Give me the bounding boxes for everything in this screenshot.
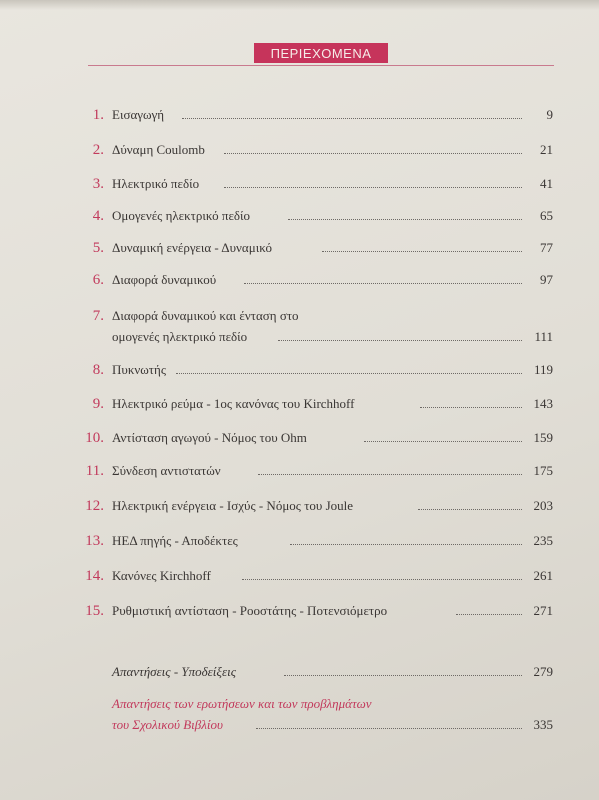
dot-leader (290, 544, 522, 545)
chapter-title: Αντίσταση αγωγού - Νόμος του Ohm (112, 430, 307, 445)
chapter-page: 111 (534, 329, 553, 344)
chapter-page: 235 (533, 533, 553, 548)
chapter-title: Δυναμική ενέργεια - Δυναμικό (112, 240, 272, 255)
chapter-title: Διαφορά δυναμικού (112, 272, 217, 287)
chapter-title-line2: ομογενές ηλεκτρικό πεδίο (112, 329, 248, 344)
toc-entry-3[interactable] (0, 174, 599, 194)
appendix-title-line2: του Σχολικού Βιβλίου (112, 717, 223, 732)
chapter-page: 119 (533, 362, 553, 377)
chapter-title: Κανόνες Kirchhoff (112, 568, 211, 583)
toc-entry-8[interactable] (0, 360, 599, 380)
toc-appendix-textbook-answers[interactable] (0, 694, 599, 714)
dot-leader (456, 614, 522, 615)
dot-leader (224, 153, 522, 154)
toc-entry-5[interactable] (0, 238, 599, 258)
chapter-page: 77 (540, 240, 553, 255)
contents-header (254, 43, 388, 63)
chapter-page: 261 (533, 568, 553, 583)
toc-entry-7-continued[interactable] (0, 327, 599, 347)
contents-title: ΠΕΡΙΕΧΟΜΕΝΑ (270, 45, 372, 61)
chapter-number: 15. (85, 603, 104, 619)
chapter-page: 271 (533, 603, 553, 618)
chapter-title: Εισαγωγή (112, 107, 165, 122)
toc-entry-7[interactable] (0, 306, 599, 326)
chapter-number: 12. (85, 498, 104, 514)
chapter-page: 143 (533, 396, 553, 411)
toc-entry-9[interactable] (0, 394, 599, 414)
chapter-number: 14. (85, 568, 104, 584)
chapter-number: 7. (92, 308, 104, 324)
toc-appendix-answers[interactable] (0, 662, 599, 682)
chapter-number: 6. (92, 272, 104, 288)
chapter-number: 5. (92, 240, 104, 256)
chapter-number: 13. (85, 533, 104, 549)
toc-entry-11[interactable] (0, 461, 599, 481)
toc-entry-1[interactable] (0, 105, 599, 125)
appendix-title: Απαντήσεις - Υποδείξεις (112, 664, 236, 679)
chapter-number: 2. (92, 142, 104, 158)
chapter-title: Δύναμη Coulomb (112, 142, 205, 157)
header-rule (88, 65, 554, 66)
toc-entry-13[interactable] (0, 531, 599, 551)
chapter-page: 41 (540, 176, 553, 191)
page-shadow (0, 0, 599, 10)
chapter-title: Ρυθμιστική αντίσταση - Ροοστάτης - Ποτενσιόμετρο (112, 603, 388, 618)
dot-leader (258, 474, 522, 475)
dot-leader (176, 373, 522, 374)
chapter-page: 21 (540, 142, 553, 157)
dot-leader (418, 509, 522, 510)
chapter-page: 175 (533, 463, 553, 478)
chapter-number: 8. (92, 362, 104, 378)
chapter-title: Ηλεκτρική ενέργεια - Ισχύς - Νόμος του Joule (112, 498, 354, 513)
chapter-page: 203 (533, 498, 553, 513)
toc-entry-14[interactable] (0, 566, 599, 586)
dot-leader (284, 675, 522, 676)
chapter-title: Πυκνωτής (112, 362, 166, 377)
toc-entry-15[interactable] (0, 601, 599, 621)
chapter-number: 10. (85, 430, 104, 446)
chapter-number: 3. (92, 176, 104, 192)
toc-appendix-textbook-answers-continued[interactable] (0, 715, 599, 735)
appendix-page: 279 (533, 664, 553, 679)
chapter-page: 65 (540, 208, 553, 223)
chapter-number: 9. (92, 396, 104, 412)
chapter-number: 1. (92, 107, 104, 123)
dot-leader (244, 283, 522, 284)
dot-leader (364, 441, 522, 442)
chapter-title: Ηλεκτρικό πεδίο (112, 176, 200, 191)
dot-leader (256, 728, 522, 729)
chapter-title: Ηλεκτρικό ρεύμα - 1ος κανόνας του Kirchhoff (112, 396, 355, 411)
toc-entry-10[interactable] (0, 428, 599, 448)
appendix-title: Απαντήσεις των ερωτήσεων και των προβλημάτων (112, 696, 372, 711)
chapter-page: 97 (540, 272, 553, 287)
dot-leader (420, 407, 522, 408)
chapter-title: ΗΕΔ πηγής - Αποδέκτες (112, 533, 238, 548)
dot-leader (278, 340, 522, 341)
chapter-title: Ομογενές ηλεκτρικό πεδίο (112, 208, 251, 223)
chapter-number: 11. (85, 463, 104, 479)
toc-entry-6[interactable] (0, 270, 599, 290)
toc-entry-4[interactable] (0, 206, 599, 226)
dot-leader (224, 187, 522, 188)
chapter-number: 4. (92, 208, 104, 224)
dot-leader (182, 118, 522, 119)
chapter-page: 159 (533, 430, 553, 445)
chapter-title: Διαφορά δυναμικού και ένταση στο (112, 308, 299, 323)
chapter-page: 9 (546, 107, 553, 122)
toc-entry-12[interactable] (0, 496, 599, 516)
dot-leader (288, 219, 522, 220)
dot-leader (242, 579, 522, 580)
chapter-title: Σύνδεση αντιστατών (112, 463, 221, 478)
appendix-page: 335 (533, 717, 553, 732)
toc-entry-2[interactable] (0, 140, 599, 160)
dot-leader (322, 251, 522, 252)
